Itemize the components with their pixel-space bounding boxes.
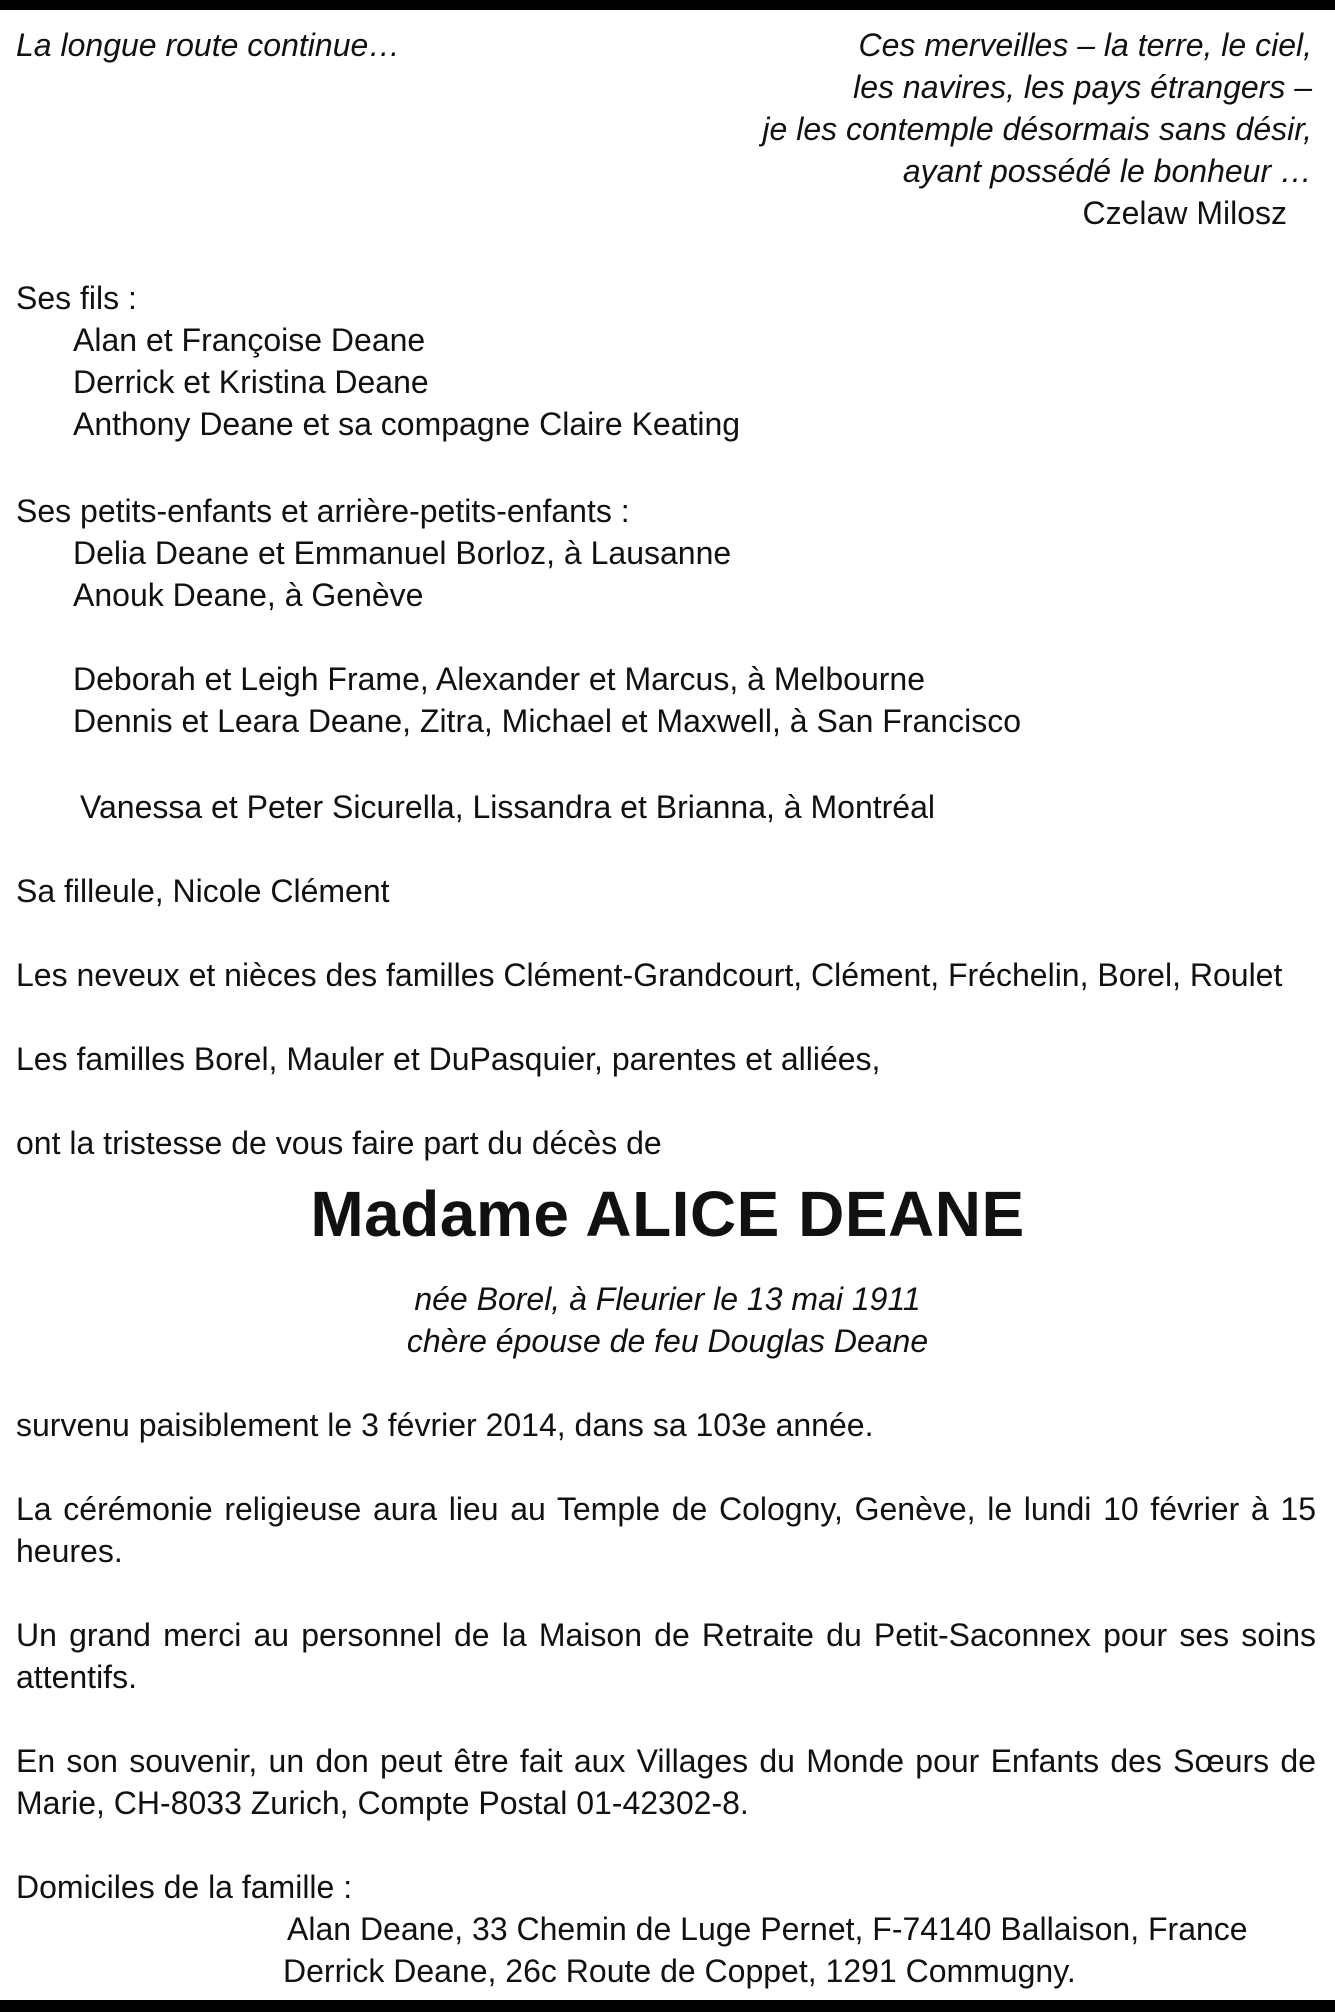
grandchildren-group-3	[16, 786, 1316, 828]
grandchild-entry: Deborah et Leigh Frame, Alexander et Marcus, à Melbourne	[73, 661, 926, 697]
deceased-details	[0, 1278, 1335, 1362]
sons-heading: Ses fils :	[16, 280, 137, 316]
grandchildren-section	[16, 490, 1316, 616]
poem-line: ayant possédé le bonheur …	[902, 153, 1312, 189]
nephews-line: Les neveux et nièces des familles Clément-Grandcourt, Clément, Fréchelin, Borel, Roulet	[16, 957, 1283, 993]
death-line: survenu paisiblement le 3 février 2014, dans sa 103e année.	[16, 1407, 874, 1443]
grandchild-entry: Delia Deane et Emmanuel Borloz, à Lausanne	[73, 535, 732, 571]
intro-line: La longue route continue…	[16, 27, 401, 63]
top-border	[0, 0, 1335, 10]
poem-quote	[762, 24, 1312, 234]
address-line: Derrick Deane, 26c Route de Coppet, 1291 Commugny.	[283, 1953, 1076, 1989]
bottom-border	[0, 2000, 1335, 2012]
grandchildren-group-2	[16, 658, 1316, 742]
grandchild-entry: Dennis et Leara Deane, Zitra, Michael et Maxwell, à San Francisco	[73, 703, 1021, 739]
donation-paragraph: En son souvenir, un don peut être fait aux Villages du Monde pour Enfants des Sœurs de Marie, CH-8033 Zurich, Compte Postal 01-42302-8.	[16, 1743, 1316, 1821]
domiciles-addresses	[283, 1908, 1248, 1992]
families-line: Les familles Borel, Mauler et DuPasquier, parentes et alliées,	[16, 1041, 881, 1077]
grandchildren-heading: Ses petits-enfants et arrière-petits-enfants :	[16, 493, 630, 529]
poem-author: Czelaw Milosz	[1082, 195, 1287, 231]
grandchild-entry: Anouk Deane, à Genève	[73, 577, 424, 613]
son-name: Alan et Françoise Deane	[73, 322, 426, 358]
son-name: Anthony Deane et sa compagne Claire Keating	[73, 406, 741, 442]
domiciles-heading: Domiciles de la famille :	[16, 1869, 353, 1905]
announcement-line: ont la tristesse de vous faire part du décès de	[16, 1125, 662, 1161]
grandchild-entry: Vanessa et Peter Sicurella, Lissandra et Brianna, à Montréal	[80, 789, 935, 825]
birth-line: née Borel, à Fleurier le 13 mai 1911	[414, 1281, 921, 1317]
sons-section	[16, 277, 1316, 445]
son-name: Derrick et Kristina Deane	[73, 364, 429, 400]
ceremony-paragraph: La cérémonie religieuse aura lieu au Temple de Cologny, Genève, le lundi 10 février à 15 heures.	[16, 1491, 1316, 1569]
address-line: Alan Deane, 33 Chemin de Luge Pernet, F-74140 Ballaison, France	[287, 1911, 1248, 1947]
poem-line: je les contemple désormais sans désir,	[762, 111, 1312, 147]
poem-line: les navires, les pays étrangers –	[853, 69, 1312, 105]
thanks-paragraph: Un grand merci au personnel de la Maison de Retraite du Petit-Saconnex pour ses soins attentifs.	[16, 1617, 1316, 1695]
deceased-name: Madame ALICE DEANE	[310, 1178, 1025, 1250]
poem-line: Ces merveilles – la terre, le ciel,	[858, 27, 1312, 63]
spouse-line: chère épouse de feu Douglas Deane	[406, 1323, 929, 1359]
goddaughter: Sa filleule, Nicole Clément	[16, 873, 390, 909]
